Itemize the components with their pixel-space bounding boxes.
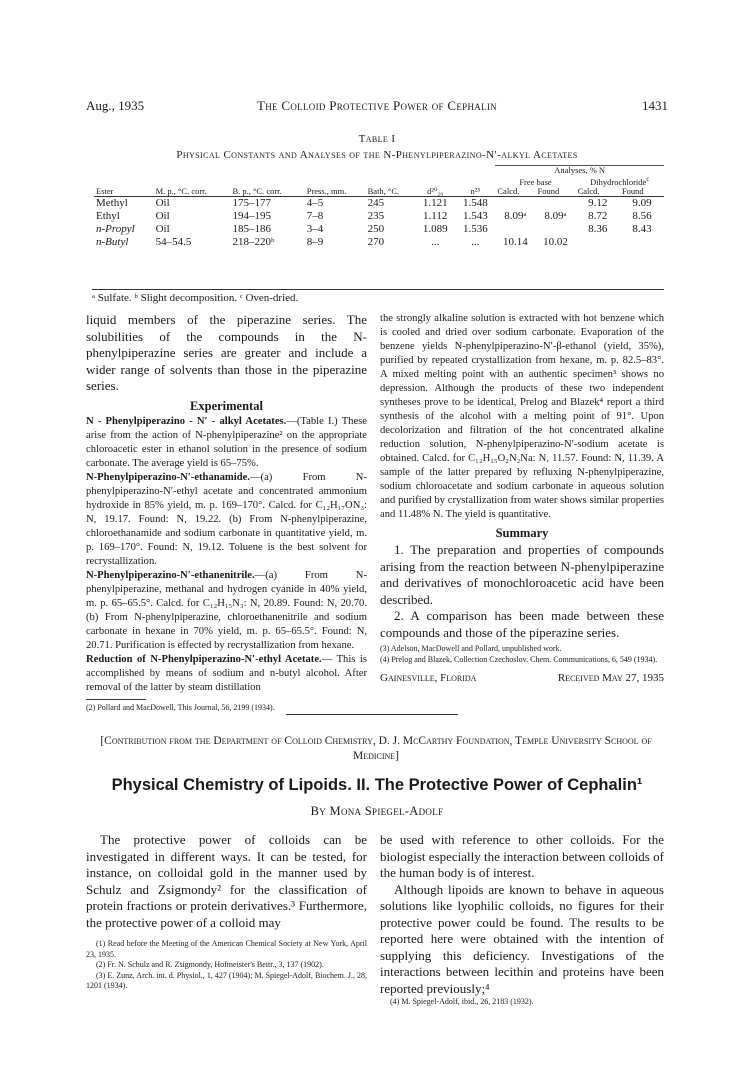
table-cell: 218–220ᵇ (232, 235, 275, 248)
table-cell: 8.36 (588, 222, 608, 235)
paragraph: N-Phenylpiperazino-N′-ethanenitrile.—(a) From N-phenylpiperazine, methanal and hydrogen cyanide in 40% yield, m. p. 65–65.5°. Calcd. for C₁₂H₁₅N₃: N, 20.89. Found: N, 20.70. (b) From N-phenylpiperazine, chloroethanenitrile and sodium carbonate in hexane in 70% yield, m. p. 65–65.5°. Found: N, 20.71. Purification is effected by recrystallization from hexane. (86, 569, 367, 651)
table-cell: 270 (367, 235, 385, 248)
table-cell: 9.12 (588, 196, 608, 209)
table-label: Table I (358, 133, 396, 145)
summary-item: 2. A comparison has been made between these compounds and those of the piperazine series. (380, 608, 664, 640)
table-cell: 3–4 (306, 222, 324, 235)
col-header: Ester (96, 185, 114, 196)
paragraph: the strongly alkaline solution is extracted with hot benzene which is cooled and dried over sodium carbonate. Evaporation of the benzene yields N-phenylpiperazino-N′-β-ethanol (yield, 35%), purified by repeated crystallization from hexane, m. p. 82.5–83°. A mixed melting point with an authentic specimen³ shows no depression. Although the products of these two independent syntheses prove to be identical, Prelog and Blazek⁴ report a third synthesis of the alcohol with a melting point of 91°. Upon decolorization and filtration of the hot concentrated alkaline reduction solution, N-phenylpiperazino-N′-sodium acetate is obtained. Calcd. for C₁₂H₁₅O₂N₂Na: N, 11.57. Found: N, 11.39. A sample of the latter prepared by refluxing N-phenylpiperazine, sodium chloroacetate and sodium carbonate in aqueous solution and purified by crystallization from water shows similar properties and 11.48% N. The yield is quantitative. (380, 313, 664, 520)
intro-paragraph: liquid members of the piperazine series. The solubilities of the compounds in the N-phenylpiperazine series are greater and include a wider range of solvents than those in the piperazine series. (86, 312, 367, 393)
table-cell: 8–9 (306, 235, 324, 248)
table-cell (576, 236, 620, 249)
table-cell: 1.543 (462, 209, 488, 222)
summary-heading: Summary (495, 526, 549, 540)
table-cell: n-Propyl (96, 222, 135, 235)
article-left-column (86, 832, 367, 992)
paragraph: Although lipoids are known to behave in aqueous solutions like lyophilic colloids, no figures for their protective power could be found. The results to be reported here were obtained with the intention of supplying this deficiency. Investigations of the interactions between lecithin and proteins have been reported previously;⁴ (380, 881, 664, 996)
paragraph: Reduction of N-Phenylpiperazino-N′-ethyl Acetate.— This is accomplished by means of sodium and n-butyl alcohol. After removal of the latter by steam distillation (86, 653, 367, 693)
dihydro-header: Dihydrochloride$^c$ (590, 175, 650, 187)
table-cell: 8.43 (632, 222, 652, 235)
table-row (94, 236, 664, 249)
col-header: Calcd. (577, 185, 600, 196)
footnote: (1) Read before the Meeting of the American Chemical Society at New York, April 23, 1935. (86, 939, 367, 959)
table-cell: 10.14 (503, 235, 528, 248)
footnote: (2) Fr. N. Schulz and R. Zsigmondy, Hofmeister's Beitr., 3, 137 (1902). (96, 960, 324, 969)
left-column (86, 312, 367, 713)
table-cell: 1.112 (423, 209, 448, 222)
table-cell (535, 223, 575, 236)
col-header: Calcd. (497, 185, 520, 196)
paragraph: The protective power of colloids can be investigated in different ways. It can be tested, for instance, on colloidal gold in the manner used by Schulz and Zsigmondy² for the classification of protein fractions or protein derivatives.³ Furthermore, the protective power of a colloid may (86, 832, 367, 930)
table-cell: Ethyl (96, 209, 120, 222)
summary-item: 1. The preparation and properties of compounds arising from the reaction between N-phenylpiperazine and derivatives of monochloroacetic acid have been described. (380, 542, 664, 607)
footnote: (2) Pollard and MacDowell, This Journal, 56, 2199 (1934). (86, 702, 275, 712)
col-header: n²⁵ (470, 185, 481, 196)
col-header: B. p., °C. corr. (232, 185, 282, 196)
table-cell: 8.09ᵃ (504, 209, 527, 222)
received-line (380, 671, 664, 687)
col-header: Bath, °C. (367, 185, 400, 196)
contribution-line: [Contribution from the Department of Colloid Chemistry, D. J. McCarthy Foundation, Temple University School of Medicine] (100, 735, 652, 762)
table-cell (620, 236, 664, 249)
experimental-heading: Experimental (190, 398, 263, 413)
table-cell: Oil (155, 209, 170, 222)
table-cell: 1.089 (422, 222, 448, 235)
table-cell: 185–186 (232, 222, 271, 235)
table-cell: 1.548 (462, 196, 488, 209)
place: Gainesville, Florida (380, 672, 477, 684)
footnote: (4) M. Spiegel-Adolf, ibid., 26, 2183 (1932). (390, 997, 534, 1006)
constants-table (94, 165, 664, 249)
table-cell: n-Butyl (96, 235, 129, 248)
table-cell: 1.536 (462, 222, 488, 235)
free-base-header: Free base (519, 176, 552, 187)
table-cell: 54–54.5 (155, 235, 192, 248)
table-cell: 245 (367, 196, 385, 209)
table-cell: ... (471, 235, 480, 248)
right-column (380, 312, 664, 687)
paragraph: N - Phenylpiperazino - N′ - alkyl Acetates.—(Table I.) These arise from the action of N-phenylpiperazine² on the appropriate chloroacetic ester in ethanol solution in the presence of sodium carbonate. The average yield is 65–75%. (86, 415, 367, 469)
header-date: Aug., 1935 (86, 98, 145, 113)
col-header: Found (537, 185, 560, 196)
footnote: (3) E. Zunz, Arch. int. d. Physiol., 1, 427 (1904); M. Spiegel-Adolf, Biochem. J., 28, 1201 (1934). (86, 970, 367, 990)
footnote: (3) Adelson, MacDowell and Pollard, unpublished work. (380, 644, 562, 653)
table-cell: Methyl (96, 196, 128, 209)
table-cell: 1.121 (422, 196, 448, 209)
table-cell: 8.09ᵃ (544, 209, 567, 222)
table-cell: 235 (367, 209, 385, 222)
table-row (94, 210, 664, 223)
table-cell: 10.02 (543, 235, 568, 248)
table-cell: 250 (367, 222, 385, 235)
analyses-header: Analyses, % N (495, 166, 664, 176)
page-number: 1431 (642, 98, 668, 113)
table-cell: 8.56 (632, 209, 652, 222)
table-cell: 9.09 (632, 196, 652, 209)
table-cell: ... (431, 235, 440, 248)
article-right-column (380, 832, 664, 1008)
byline: By Mona Spiegel-Adolf (310, 804, 444, 818)
col-header: Found (621, 185, 644, 196)
table-cell: 175–177 (232, 196, 271, 209)
paragraph: be used with reference to other colloids. For the biologist especially the interaction between colloids of the human body is of interest. (380, 832, 664, 880)
received-date: Received May 27, 1935 (557, 672, 664, 684)
table-cell: 4–5 (306, 196, 324, 209)
table-cell (495, 197, 535, 210)
article-title: Physical Chemistry of Lipoids. II. The Protective Power of Cephalin¹ (111, 776, 643, 794)
table-row (94, 223, 664, 236)
footnote: (4) Prelog and Blazek, Collection Czechoslov. Chem. Communications, 6, 549 (1934). (380, 654, 658, 664)
table-cell: 194–195 (232, 209, 271, 222)
table-cell: Oil (155, 222, 170, 235)
table-footnotes: ᵃ Sulfate. ᵇ Slight decomposition. ᶜ Oven-dried. (92, 292, 299, 304)
paragraph: N-Phenylpiperazino-N′-ethanamide.—(a) From N-phenylpiperazino-N′-ethyl acetate and concentrated ammonium hydroxide in 85% yield, m. p. 169–170°. Calcd. for C₁₂H₁₇ON₃: N, 19.17. Found: N, 19.22. (b) From N-phenylpiperazine, chloroethanamide and sodium carbonate in quantitative yield, m. p. 169–170°. Found: N, 19.12. Toluene is the best solvent for recrystallization. (86, 471, 367, 567)
table-cell (535, 197, 575, 210)
table-cell: 7–8 (306, 209, 324, 222)
table-caption: Physical Constants and Analyses of the N-Phenylpiperazino-N′-alkyl Acetates (176, 149, 578, 161)
table-rule (92, 289, 664, 290)
header-title: The Colloid Protective Power of Cephalin (257, 98, 497, 113)
footnote-rule (86, 699, 146, 700)
table-row (94, 197, 664, 210)
col-header: M. p., °C. corr. (155, 185, 207, 196)
table-cell (495, 223, 535, 236)
article-separator (286, 714, 458, 715)
col-header: d²⁰₂₀ (427, 185, 444, 196)
table-cell: Oil (155, 196, 170, 209)
table-cell: 8.72 (588, 209, 608, 222)
col-header: Press., mm. (306, 185, 347, 196)
